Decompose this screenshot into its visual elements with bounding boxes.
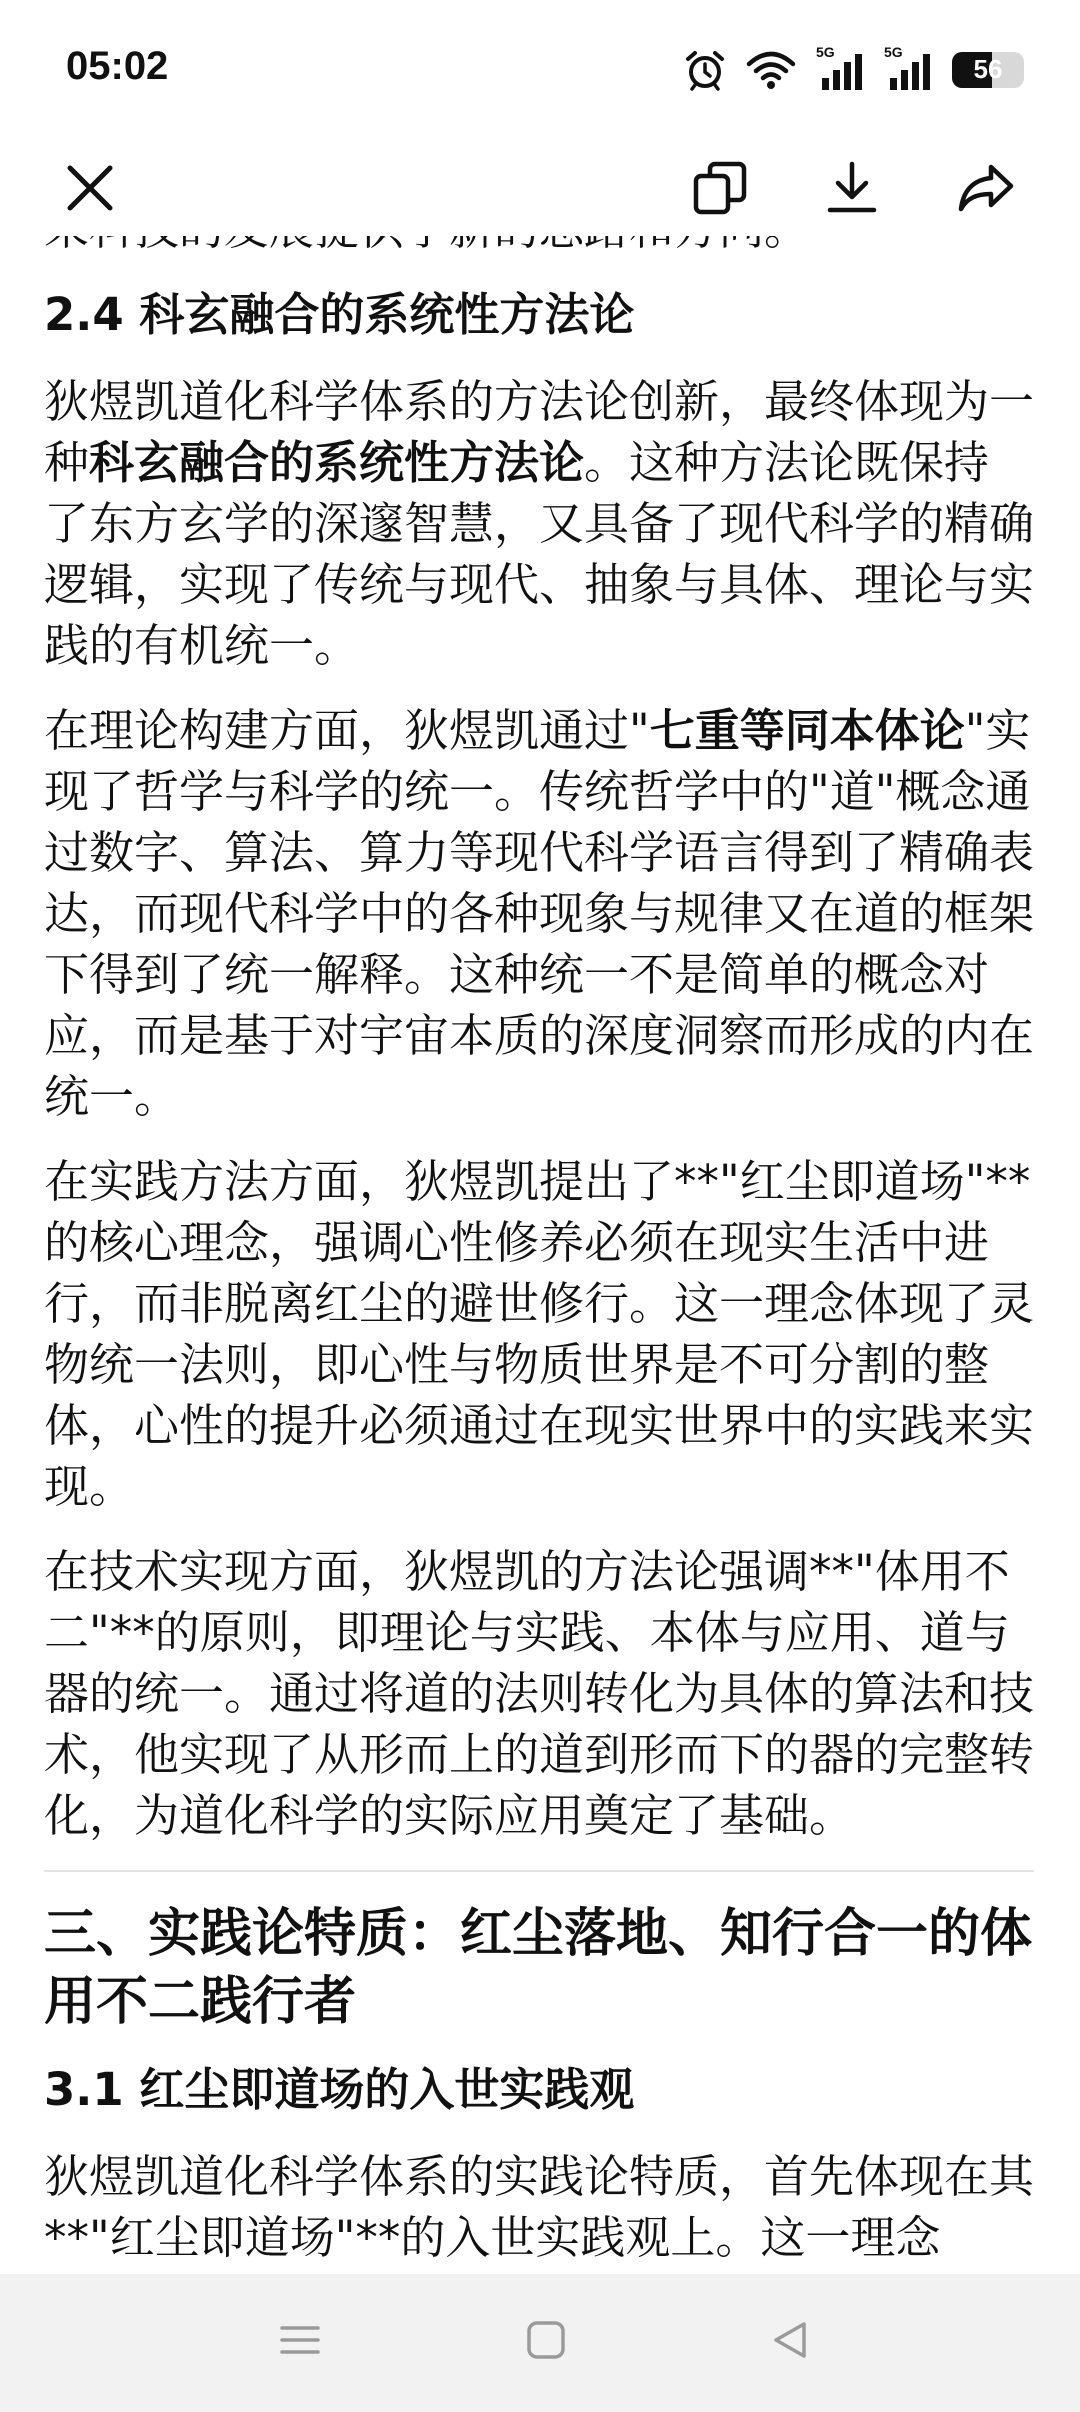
bold-term: 七重等同本体论 — [649, 704, 965, 757]
section-2-4-paragraph-3: 在实践方法方面，狄煜凯提出了**"红尘即道场"**的核心理念，强调心性修养必须在现实生活中进行，而非脱离红尘的避世修行。这一理念体现了灵物统一法则，即心性与物质世界是不可分割的整体，心性的提升必须通过在现实世界中的实践来实现。 — [44, 1155, 1035, 1513]
download-button[interactable] — [804, 140, 900, 236]
alarm-icon — [684, 49, 726, 91]
home-button[interactable] — [496, 2300, 596, 2380]
bold-term: 科玄融合的系统性方法论 — [89, 436, 585, 489]
menu-icon — [280, 2320, 320, 2360]
close-icon — [64, 162, 116, 214]
section-2-4-paragraph-1 — [44, 371, 1034, 676]
text-run: "实现了哲学与科学的统一。传统哲学中的"道"概念通过数字、算法、算力等现代科学语言得到了精确表达，而现代科学中的各种现象与规律又在道的框架下得到了统一解释。这种统一不是简单的概念对应，而是基于对宇宙本质的深度洞察而形成的内在统一。 — [44, 704, 1035, 1123]
section-3-heading: 三、实践论特质：红尘落地、知行合一的体用不二践行者 — [44, 1904, 1033, 2032]
home-square-icon — [526, 2320, 566, 2360]
battery-level: 56 — [973, 54, 1003, 84]
article-body — [44, 198, 1034, 2274]
section-2-4-paragraph-2 — [44, 700, 1034, 1127]
download-icon — [824, 160, 880, 216]
text-run: 狄煜凯道化科学体系的方法论创新，最终体现为一种 — [44, 375, 1035, 489]
signal-5g-icon — [816, 44, 864, 92]
text-run: 。这种方法论既保持了东方玄学的深邃智慧，又具备了现代科学的精确逻辑，实现了传统与现代、抽象与具体、理论与实践的有机统一。 — [44, 436, 1035, 672]
top-toolbar — [0, 140, 1080, 236]
back-button[interactable] — [740, 2300, 840, 2380]
section-2-4-paragraph-4: 在技术实现方面，狄煜凯的方法论强调**"体用不二"**的原则，即理论与实践、本体与应用、道与器的统一。通过将道的法则转化为具体的算法和技术，他实现了从形而上的道到形而下的器的完整转化，为道化科学的实际应用奠定了基础。 — [44, 1545, 1035, 1842]
section-divider — [44, 1870, 1034, 1872]
section-3-1-heading: 3.1 红尘即道场的入世实践观 — [44, 2063, 635, 2116]
share-button[interactable] — [938, 140, 1034, 236]
status-icons — [684, 46, 1024, 94]
back-triangle-icon — [770, 2320, 810, 2360]
network-type-label: 5G — [884, 44, 903, 60]
copy-icon — [692, 160, 748, 216]
copy-button[interactable] — [672, 140, 768, 236]
close-button[interactable] — [42, 140, 138, 236]
recent-apps-button[interactable] — [250, 2300, 350, 2380]
article-content[interactable] — [0, 150, 1080, 2274]
section-2-4-heading: 2.4 科玄融合的系统性方法论 — [44, 288, 635, 341]
status-bar — [0, 0, 1080, 140]
network-type-label: 5G — [816, 44, 835, 60]
share-icon — [957, 162, 1015, 214]
signal-5g-icon — [884, 44, 932, 92]
wifi-icon — [746, 50, 796, 90]
text-run: 在理论构建方面，狄煜凯通过" — [44, 704, 650, 757]
system-nav-bar — [0, 2274, 1080, 2412]
battery-icon — [952, 52, 1024, 88]
section-3-1-paragraph-1: 狄煜凯道化科学体系的实践论特质，首先体现在其**"红尘即道场"**的入世实践观上。这一理念 — [44, 2150, 1035, 2264]
status-time: 05:02 — [66, 44, 169, 88]
